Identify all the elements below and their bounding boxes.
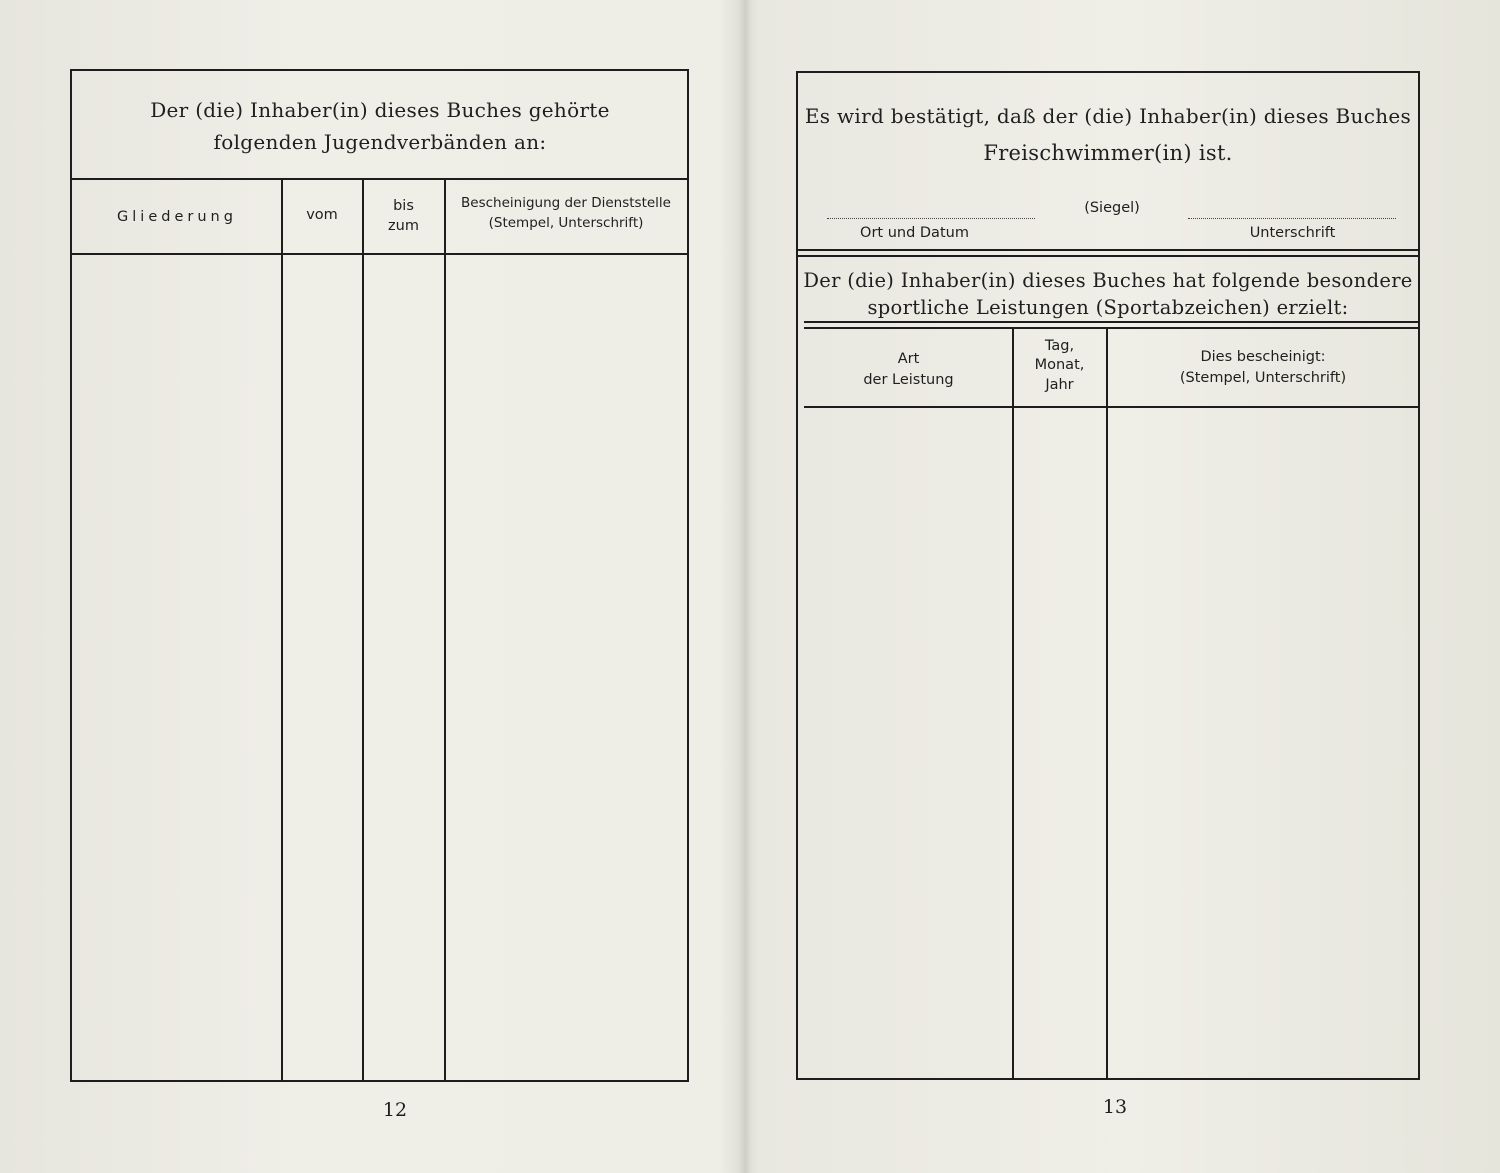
col-header-dies-line1: Dies bescheinigt: [1200, 349, 1326, 365]
left-heading-line2: folgenden Jugendverbänden an: [213, 130, 547, 154]
left-col-divider-3 [444, 178, 446, 1081]
unterschrift-line [1188, 218, 1396, 219]
col-header-art-line2: der Leistung [863, 372, 954, 388]
col-header-datum-line2: Monat, [1034, 357, 1085, 373]
col-header-art-line1: Art [897, 351, 920, 367]
ort-datum-line [827, 218, 1035, 219]
left-heading-separator [72, 178, 687, 180]
siegel-label: (Siegel) [1084, 200, 1140, 216]
left-column-header-separator [72, 253, 687, 255]
right-section2-rule-top [804, 321, 1418, 323]
right-page-number: 13 [1102, 1096, 1128, 1118]
right-heading-line2: Freischwimmer(in) ist. [983, 141, 1233, 165]
right-column-header-separator [804, 406, 1418, 408]
col-header-datum-line1: Tag, [1044, 338, 1075, 354]
left-col-divider-1 [281, 178, 283, 1081]
right-form-frame [796, 71, 1420, 1080]
right-heading-line1: Es wird bestätigt, daß der (die) Inhaber(in) dieses Buches [804, 104, 1412, 128]
col-header-bescheinigung-line1: Bescheinigung der Dienststelle [461, 195, 671, 211]
right-section2-line2: sportliche Leistungen (Sportabzeichen) erzielt: [867, 296, 1349, 319]
right-double-rule-top [798, 249, 1418, 251]
left-heading-line1: Der (die) Inhaber(in) dieses Buches gehörte [150, 98, 610, 122]
ort-datum-label: Ort und Datum [860, 225, 969, 241]
col-header-vom: vom [306, 207, 338, 223]
left-page-number: 12 [382, 1099, 408, 1121]
col-header-gliederung: Gliederung [117, 209, 237, 225]
right-col-divider-2 [1106, 328, 1108, 1079]
col-header-bis-line2: zum [388, 218, 419, 234]
col-header-datum-line3: Jahr [1045, 377, 1074, 393]
right-section2-rule-bottom [804, 327, 1418, 329]
page-fold [738, 0, 752, 1173]
right-double-rule-bottom [798, 255, 1418, 257]
right-col-divider-1 [1012, 328, 1014, 1079]
col-header-bescheinigung-line2: (Stempel, Unterschrift) [488, 215, 644, 231]
col-header-bis-line1: bis [393, 198, 414, 214]
unterschrift-label: Unterschrift [1249, 225, 1336, 241]
left-col-divider-2 [362, 178, 364, 1081]
right-section2-line1: Der (die) Inhaber(in) dieses Buches hat folgende besondere [803, 269, 1413, 292]
col-header-dies-line2: (Stempel, Unterschrift) [1179, 370, 1347, 386]
